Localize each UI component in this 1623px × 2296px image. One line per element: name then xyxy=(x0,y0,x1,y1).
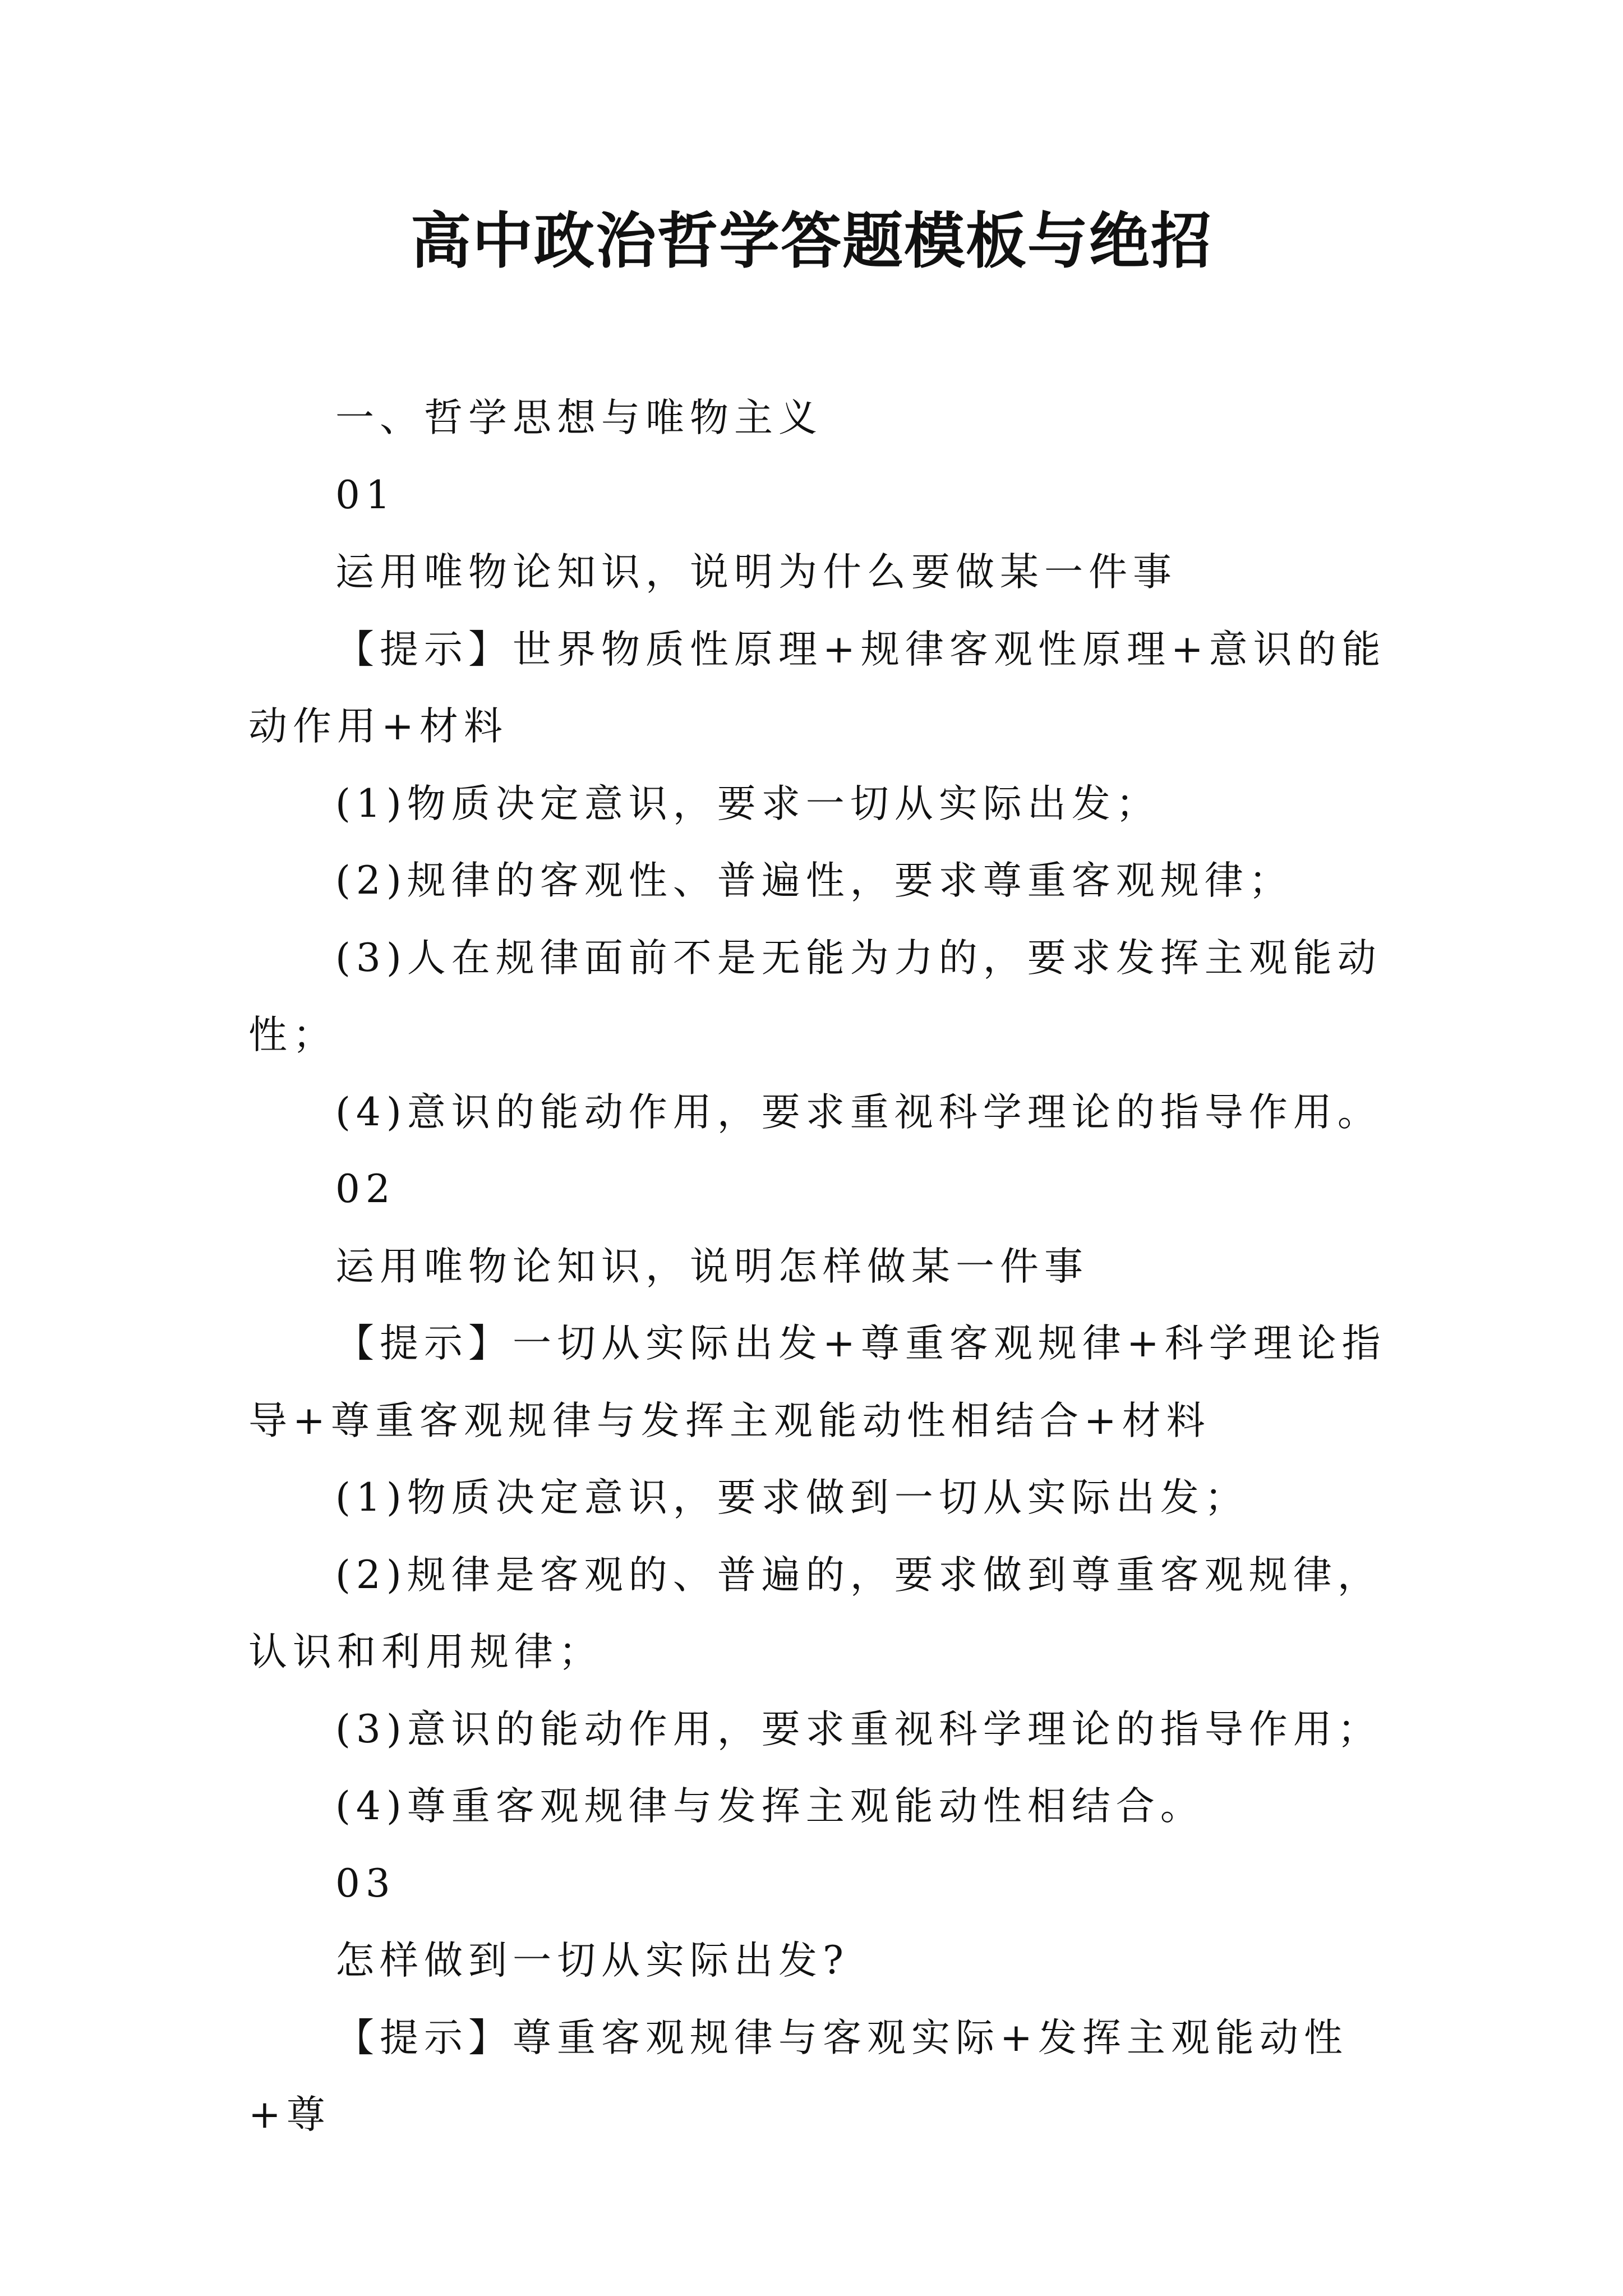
hint: 【提示】世界物质性原理+规律客观性原理+意识的能动作用+材料 xyxy=(248,627,1386,749)
answer-point: (2)规律是客观的、普遍的，要求做到尊重客观规律，认识和利用规律； xyxy=(248,1552,1382,1674)
question: 怎样做到一切从实际出发? xyxy=(335,1938,849,1983)
item-number: 01 xyxy=(335,472,396,518)
document-body xyxy=(248,380,1387,2154)
answer-point: (1)物质决定意识，要求做到一切从实际出发； xyxy=(335,1475,1249,1520)
question: 运用唯物论知识，说明为什么要做某一件事 xyxy=(335,550,1177,595)
item-number: 03 xyxy=(335,1861,396,1906)
item-number: 02 xyxy=(335,1167,396,1212)
document-title: 高中政治哲学答题模板与绝招 xyxy=(410,206,1212,277)
answer-point: (3)意识的能动作用，要求重视科学理论的指导作用； xyxy=(335,1706,1382,1752)
question: 运用唯物论知识，说明怎样做某一件事 xyxy=(335,1244,1089,1289)
section-heading: 一、哲学思想与唯物主义 xyxy=(335,395,823,440)
answer-point: (4)意识的能动作用，要求重视科学理论的指导作用。 xyxy=(335,1089,1382,1135)
answer-point: (3)人在规律面前不是无能为力的，要求发挥主观能动性； xyxy=(248,935,1382,1057)
answer-point: (1)物质决定意识，要求一切从实际出发； xyxy=(335,781,1160,826)
answer-point: (2)规律的客观性、普遍性，要求尊重客观规律； xyxy=(335,858,1293,903)
hint: 【提示】一切从实际出发+尊重客观规律+科学理论指导+尊重客观规律与发挥主观能动性相结合+材料 xyxy=(248,1321,1386,1443)
answer-point: (4)尊重客观规律与发挥主观能动性相结合。 xyxy=(335,1784,1205,1829)
hint: 【提示】尊重客观规律与客观实际+发挥主观能动性+尊 xyxy=(248,2015,1348,2137)
